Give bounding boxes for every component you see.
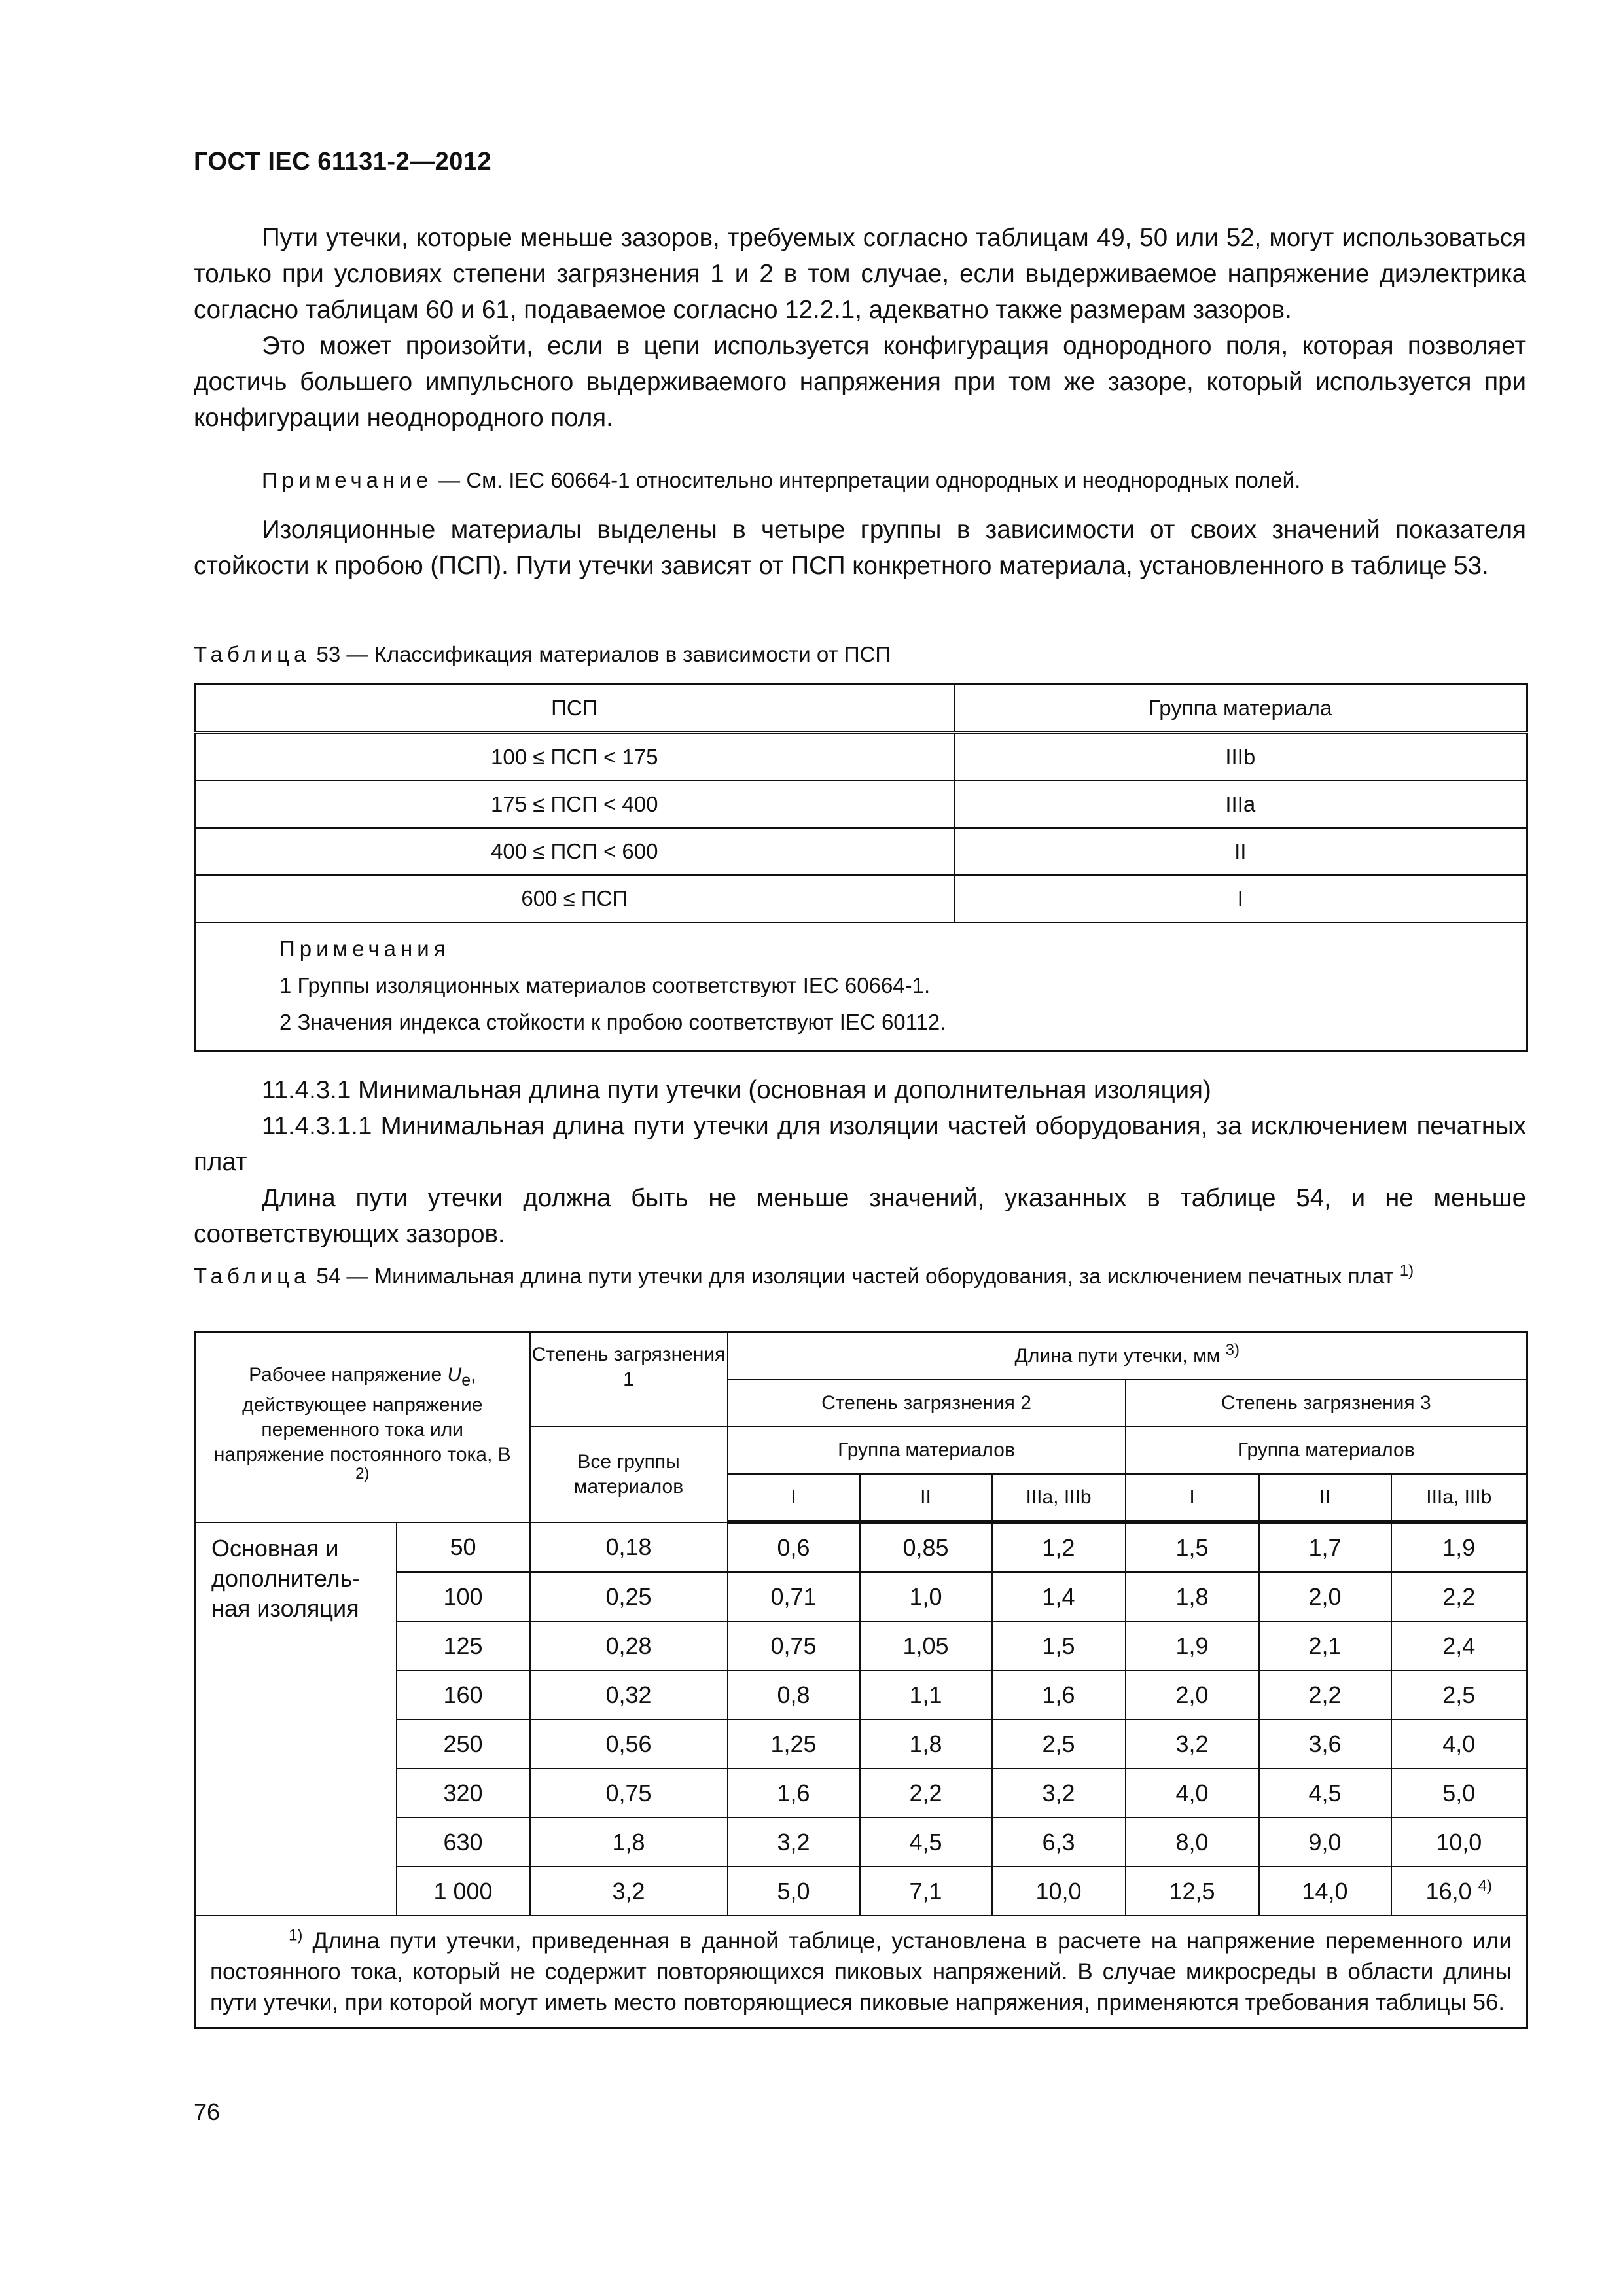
table-cell: 3,2 bbox=[1126, 1719, 1259, 1768]
table-cell: 3,2 bbox=[728, 1818, 860, 1867]
table-cell: 400 ≤ ПСП < 600 bbox=[195, 828, 954, 875]
table-cell: 1,5 bbox=[992, 1621, 1126, 1670]
table-cell: 9,0 bbox=[1259, 1818, 1391, 1867]
voltage-cell: 320 bbox=[397, 1768, 530, 1818]
paragraph: Это может произойти, если в цепи используется конфигурация однородного поля, которая позволяет достичь большего импульсного выдерживаемого напряжения при том же зазоре, который используется при конфигурации неоднородного поля. bbox=[194, 332, 1526, 432]
table-cell: I bbox=[954, 875, 1527, 922]
table-cell: 10,0 bbox=[1391, 1818, 1527, 1867]
caption-label: Таблица bbox=[194, 642, 311, 666]
table-cell: 6,3 bbox=[992, 1818, 1126, 1867]
table-cell: 100 ≤ ПСП < 175 bbox=[195, 733, 954, 781]
table-cell: 1,6 bbox=[992, 1670, 1126, 1719]
table-cell: 2,2 bbox=[860, 1768, 992, 1818]
table-cell: 4,5 bbox=[860, 1818, 992, 1867]
voltage-cell: 50 bbox=[397, 1522, 530, 1573]
paragraph: Длина пути утечки должна быть не меньше значений, указанных в таблице 54, и не меньше соответствующих зазоров. bbox=[194, 1184, 1526, 1248]
table-row bbox=[195, 733, 1527, 781]
table-cell: 0,8 bbox=[728, 1670, 860, 1719]
table-53 bbox=[194, 683, 1528, 1052]
table-cell: II bbox=[954, 828, 1527, 875]
table-cell: 1,8 bbox=[860, 1719, 992, 1768]
table-cell: 2,5 bbox=[1391, 1670, 1527, 1719]
pd1-header: Степень загрязнения 1 bbox=[530, 1333, 728, 1427]
table-cell: 1,4 bbox=[992, 1572, 1126, 1621]
table-cell: 5,0 bbox=[1391, 1768, 1527, 1818]
table-cell: 0,85 bbox=[860, 1522, 992, 1573]
note-item: 1 Группы изоляционных материалов соответствуют IEC 60664-1. bbox=[279, 973, 931, 997]
table-cell: 1,8 bbox=[530, 1818, 728, 1867]
pd2-header: Степень загрязнения 2 bbox=[728, 1380, 1126, 1427]
table-cell: 2,0 bbox=[1259, 1572, 1391, 1621]
table-cell: 1,5 bbox=[1126, 1522, 1259, 1573]
table-54 bbox=[194, 1331, 1528, 2029]
caption-label: Таблица bbox=[194, 1264, 311, 1288]
note bbox=[194, 465, 1526, 496]
paragraph: Пути утечки, которые меньше зазоров, требуемых согласно таблицам 49, 50 или 52, могут использоваться только при условиях степени загрязнения 1 и 2 в том случае, если выдерживаемое напряжение диэлектрика согласно таблицам 60 и 61, подаваемое согласно 12.2.1, адекватно также размерам зазоров. bbox=[194, 224, 1526, 324]
footnote-marker: 1) bbox=[289, 1926, 303, 1945]
table-cell: 0,28 bbox=[530, 1621, 728, 1670]
all-groups-header: Все группы материалов bbox=[530, 1427, 728, 1522]
table-cell: 1,8 bbox=[1126, 1572, 1259, 1621]
table-cell: 2,2 bbox=[1391, 1572, 1527, 1621]
table-cell: 12,5 bbox=[1126, 1867, 1259, 1916]
note-text: — См. IEC 60664-1 относительно интерпретации однородных и неоднородных полей. bbox=[433, 468, 1301, 492]
table-cell: 1,6 bbox=[728, 1768, 860, 1818]
table-cell: 2,2 bbox=[1259, 1670, 1391, 1719]
page-number: 76 bbox=[194, 2098, 221, 2125]
section-heading: 11.4.3.1 Минимальная длина пути утечки (основная и дополнительная изоляция) bbox=[262, 1076, 1211, 1104]
caption-text: 54 — Минимальная длина пути утечки для изоляции частей оборудования, за исключением печатных плат bbox=[310, 1264, 1394, 1288]
table-cell: 0,32 bbox=[530, 1670, 728, 1719]
table-cell: 1,25 bbox=[728, 1719, 860, 1768]
table-cell: 0,18 bbox=[530, 1522, 728, 1573]
table-cell: 0,75 bbox=[728, 1621, 860, 1670]
table-cell: 0,75 bbox=[530, 1768, 728, 1818]
table-cell: 10,0 bbox=[992, 1867, 1126, 1916]
table-cell: 1,7 bbox=[1259, 1522, 1391, 1573]
pd3-header: Степень загрязнения 3 bbox=[1126, 1380, 1527, 1427]
voltage-cell: 1 000 bbox=[397, 1867, 530, 1916]
table-cell: 4,0 bbox=[1126, 1768, 1259, 1818]
table-cell: 1,9 bbox=[1391, 1522, 1527, 1573]
table-cell: 0,6 bbox=[728, 1522, 860, 1573]
table-cell: 3,2 bbox=[992, 1768, 1126, 1818]
section-text bbox=[194, 1072, 1526, 1252]
table-footnote bbox=[195, 1916, 1527, 2028]
paragraph: Изоляционные материалы выделены в четыре группы в зависимости от своих значений показателя стойкости к пробою (ПСП). Пути утечки зависят от ПСП конкретного материала, установленного в таблице 53. bbox=[194, 516, 1526, 580]
table-cell: IIIb bbox=[954, 733, 1527, 781]
subcolumn-header: II bbox=[1259, 1474, 1391, 1522]
table-row bbox=[195, 1522, 1527, 1573]
table-cell: 2,0 bbox=[1126, 1670, 1259, 1719]
caption-text: 53 — Классификация материалов в зависимости от ПСП bbox=[310, 642, 891, 666]
caption-footnote-ref: 1) bbox=[1399, 1262, 1414, 1280]
subcolumn-header: II bbox=[860, 1474, 992, 1522]
table53-caption bbox=[194, 640, 1526, 669]
subcolumn-header: IIIa, IIIb bbox=[992, 1474, 1126, 1522]
length-header: Длина пути утечки, мм $^{3)}$ bbox=[728, 1333, 1527, 1380]
section-heading: 11.4.3.1.1 Минимальная длина пути утечки для изоляции частей оборудования, за исключением печатных плат bbox=[194, 1112, 1526, 1176]
table-cell: 1,1 bbox=[860, 1670, 992, 1719]
subcolumn-header: IIIa, IIIb bbox=[1391, 1474, 1527, 1522]
table-cell: IIIa bbox=[954, 781, 1527, 828]
table-cell: 0,56 bbox=[530, 1719, 728, 1768]
voltage-header: Рабочее напряжение $U_e$, действующее напряжение переменного тока или напряжение постоянного тока, В $^{2)}$ bbox=[195, 1333, 530, 1522]
table-cell: 4,0 bbox=[1391, 1719, 1527, 1768]
table-row bbox=[195, 781, 1527, 828]
table-notes bbox=[195, 922, 1527, 1051]
column-header: ПСП bbox=[195, 685, 954, 733]
voltage-cell: 250 bbox=[397, 1719, 530, 1768]
table-cell: 4,5 bbox=[1259, 1768, 1391, 1818]
material-group-header: Группа материалов bbox=[728, 1427, 1126, 1474]
table-cell: 2,1 bbox=[1259, 1621, 1391, 1670]
table-cell: 1,05 bbox=[860, 1621, 992, 1670]
table-header-row bbox=[195, 1333, 1527, 1380]
table-cell: 3,6 bbox=[1259, 1719, 1391, 1768]
voltage-cell: 125 bbox=[397, 1621, 530, 1670]
table-cell: 1,2 bbox=[992, 1522, 1126, 1573]
table-cell: 8,0 bbox=[1126, 1818, 1259, 1867]
table-cell: 600 ≤ ПСП bbox=[195, 875, 954, 922]
table-cell: 14,0 bbox=[1259, 1867, 1391, 1916]
table-cell: 1,9 bbox=[1126, 1621, 1259, 1670]
table-cell: 2,4 bbox=[1391, 1621, 1527, 1670]
table-notes-row bbox=[195, 922, 1527, 1051]
table-cell: 3,2 bbox=[530, 1867, 728, 1916]
document-header: ГОСТ IEC 61131-2—2012 bbox=[194, 148, 492, 175]
subcolumn-header: I bbox=[728, 1474, 860, 1522]
table-cell: 5,0 bbox=[728, 1867, 860, 1916]
voltage-cell: 160 bbox=[397, 1670, 530, 1719]
notes-title: Примечания bbox=[279, 937, 450, 961]
table-row bbox=[195, 875, 1527, 922]
voltage-cell: 100 bbox=[397, 1572, 530, 1621]
table-cell: 7,1 bbox=[860, 1867, 992, 1916]
material-group-header: Группа материалов bbox=[1126, 1427, 1527, 1474]
table-cell: 16,0 $^{4)}$ bbox=[1391, 1867, 1527, 1916]
table-cell: 0,71 bbox=[728, 1572, 860, 1621]
note-label: Примечание bbox=[262, 468, 433, 492]
footnote-text: Длина пути утечки, приведенная в данной таблице, установлена в расчете на напряжение переменного или постоянного тока, который не содержит повторяющихся пиковых напряжений. В случае микросреды в области длины пути утечки, при которой могут иметь место повторяющиеся пиковые напряжения, применяются требования таблицы 56. bbox=[210, 1928, 1512, 2015]
intro-text bbox=[194, 220, 1526, 436]
table-cell: 0,25 bbox=[530, 1572, 728, 1621]
voltage-cell: 630 bbox=[397, 1818, 530, 1867]
table54-caption bbox=[194, 1262, 1526, 1291]
table-footnote-row bbox=[195, 1916, 1527, 2028]
table-cell: 2,5 bbox=[992, 1719, 1126, 1768]
table-row bbox=[195, 828, 1527, 875]
table-header-row bbox=[195, 685, 1527, 733]
table-cell: 1,0 bbox=[860, 1572, 992, 1621]
table-cell: 175 ≤ ПСП < 400 bbox=[195, 781, 954, 828]
row-group-label: Основная и дополнитель-ная изоляция bbox=[195, 1522, 397, 1916]
subcolumn-header: I bbox=[1126, 1474, 1259, 1522]
footnote-ref: 4) bbox=[1478, 1876, 1492, 1895]
column-header: Группа материала bbox=[954, 685, 1527, 733]
note-item: 2 Значения индекса стойкости к пробою соответствуют IEC 60112. bbox=[279, 1010, 946, 1034]
paragraph-block bbox=[194, 512, 1526, 584]
